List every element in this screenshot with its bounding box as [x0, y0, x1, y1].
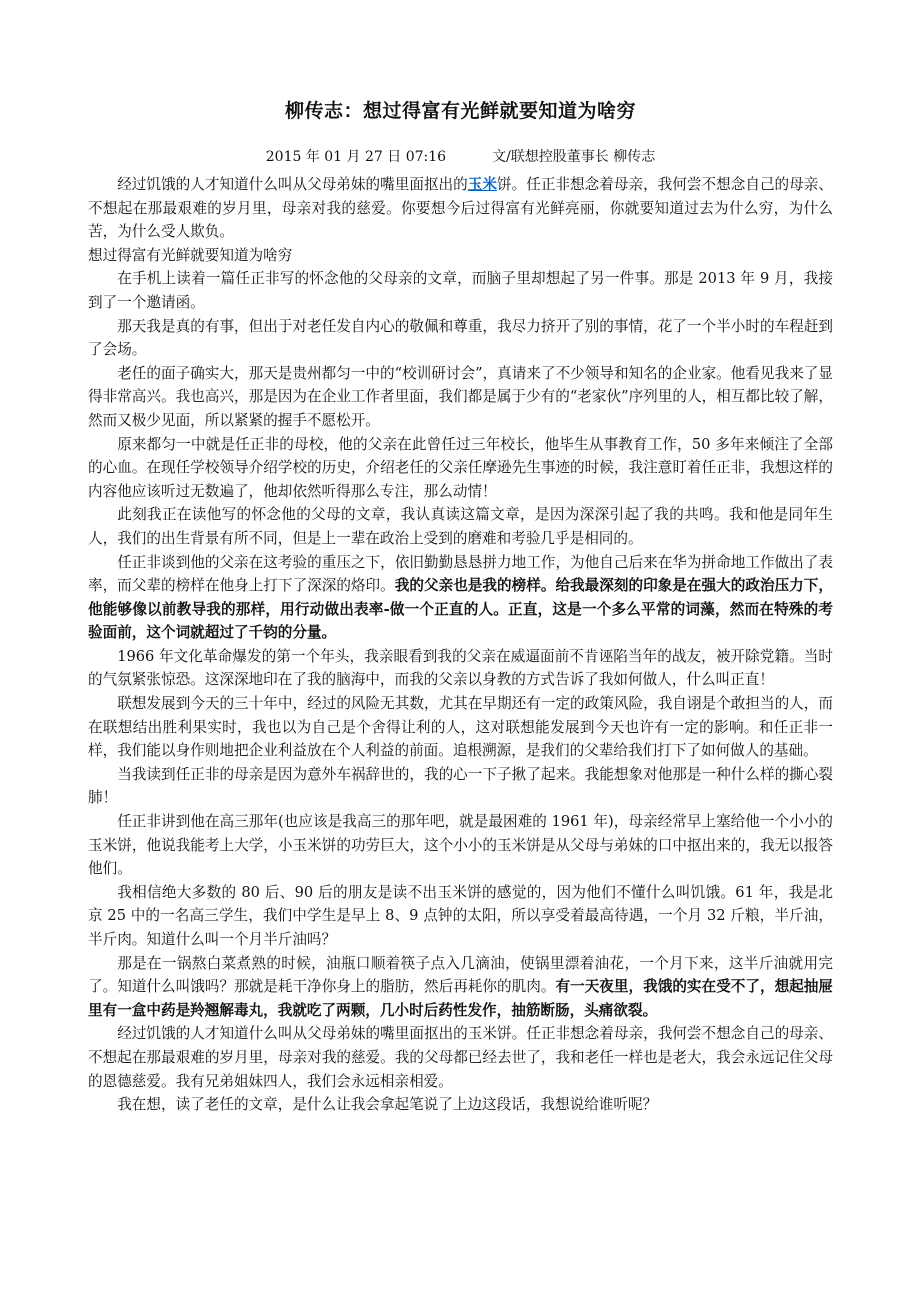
- paragraph-14-text: 那是在一锅熬白菜煮熟的时候，油瓶口顺着筷子点入几滴油，使锅里漂着油花，一个月下来，这半斤油就用完了。知道什么叫饿吗？那就是耗干净你身上的脂肪，然后再耗你的肌肉。: [88, 954, 833, 996]
- paragraph-1-text: 经过饥饿的人才知道什么叫从父母弟妹的嘴里面抠出的: [117, 176, 468, 193]
- paragraph-1: [88, 173, 833, 244]
- document-page: [88, 96, 833, 1117]
- paragraph-7: 此刻我正在读他写的怀念他的父母的文章，我认真读这篇文章，是因为深深引起了我的共鸣。我和他是同年生人，我们的出生背景有所不同，但是上一辈在政治上受到的磨难和考验几乎是相同的。: [88, 506, 833, 547]
- paragraph-15: 经过饥饿的人才知道什么叫从父母弟妹的嘴里面抠出的玉米饼。任正非想念着母亲，我何尝不想念自己的母亲、不想起在那最艰难的岁月里，母亲对我的慈爱。我的父母都已经去世了，我和老任一样也是老大，我会永远记住父母的恩德慈爱。我有兄弟姐妹四人，我们会永远相亲相爱。: [88, 1025, 833, 1090]
- article-date: 2015 年 01 月 27 日 07:16: [265, 149, 447, 165]
- paragraph-8-bold: 我的父亲也是我的榜样。给我最深刻的印象是在强大的政治压力下，他能够像以前教导我的那样，用行动做出表率-做一个正直的人。正直，这是一个多么平常的词藻，然而在特殊的考验面前，这个词就超过了千钧的分量。: [88, 577, 833, 642]
- paragraph-14-bold: 有一天夜里，我饿的实在受不了，想起抽屉里有一盒中药是羚翘解毒丸，我就吃了两颗，几小时后药性发作，抽筋断肠，头痛欲裂。: [88, 978, 833, 1019]
- paragraph-4: 那天我是真的有事，但出于对老任发自内心的敬佩和尊重，我尽力挤开了别的事情，花了一个半小时的车程赶到了会场。: [88, 317, 833, 359]
- corn-link[interactable]: 玉米: [467, 176, 497, 193]
- paragraph-12: 任正非讲到他在高三那年(也应该是我高三的那年吧，就是最困难的 1961 年)，母亲经常早上塞给他一个小小的玉米饼，他说我能考上大学，小玉米饼的功劳巨大，这个小小的玉米饼是从父母与弟妹的口中抠出来的，我无以报答他们。: [88, 813, 833, 878]
- paragraph-6: 原来都匀一中就是任正非的母校，他的父亲在此曾任过三年校长，他毕生从事教育工作，50 多年来倾注了全部的心血。在现任学校领导介绍学校的历史，介绍老任的父亲任摩逊先生事迹的时候，我注意盯着任正非，我想这样的内容他应该听过无数遍了，他却依然听得那么专注，那么动情！: [88, 435, 833, 500]
- paragraph-3: 在手机上读着一篇任正非写的怀念他的父母亲的文章，而脑子里却想起了另一件事。那是 2013 年 9 月，我接到了一个邀请函。: [88, 270, 833, 311]
- paragraph-5: 老任的面子确实大，那天是贵州都匀一中的“校训研讨会”，真请来了不少领导和知名的企业家。他看见我来了显得非常高兴。我也高兴，那是因为在企业工作者里面，我们都是属于少有的“老家伙”序列里的人，相互都比较了解，然而又极少见面，所以紧紧的握手不愿松开。: [88, 364, 833, 429]
- paragraph-9: 1966 年文化革命爆发的第一个年头，我亲眼看到我的父亲在威逼面前不肯诬陷当年的战友，被开除党籍。当时的气氛紧张惊恐。这深深地印在了我的脑海中，而我的父亲以身教的方式告诉了我如何做人，什么叫正直！: [88, 647, 833, 689]
- paragraph-8-text: 任正非谈到他的父亲在这考验的重压之下，依旧勤勤恳恳拼力地工作，为他自己后来在华为拼命地工作做出了表率，而父辈的榜样在他身上打下了深深的烙印。: [88, 553, 833, 595]
- paragraph-13: 我相信绝大多数的 80 后、90 后的朋友是读不出玉米饼的感觉的，因为他们不懂什么叫饥饿。61 年，我是北京 25 中的一名高三学生，我们中学生是早上 8、9 点钟的太阳，所以享受着最高待遇，一个月 32 斤粮，半斤油，半斤肉。知道什么叫一个月半斤油吗？: [88, 883, 833, 948]
- paragraph-10: 联想发展到今天的三十年中，经过的风险无其数，尤其在早期还有一定的政策风险，我自诩是个敢担当的人，而在联想结出胜利果实时，我也以为自己是个舍得让利的人，这对联想能发展到今天也许有一定的影响。和任正非一样，我们能以身作则地把企业利益放在个人利益的前面。追根溯源，是我们的父辈给我们打下了如何做人的基础。: [88, 695, 833, 760]
- article-title: 柳传志：想过得富有光鲜就要知道为啥穷: [284, 100, 636, 122]
- paragraph-8: [88, 551, 833, 645]
- paragraph-1-text-b: 饼。任正非想念着母亲，我何尝不想念自己的母亲、不想起在那最艰难的岁月里，母亲对我的慈爱。你要想今后过得富有光鲜亮丽，你就要知道过去为什么穷，为什么苦，为什么受人欺负。: [88, 176, 833, 241]
- article-meta: [88, 147, 833, 167]
- paragraph-16: 我在想，读了老任的文章，是什么让我会拿起笔说了上边这段话，我想说给谁听呢？: [117, 1096, 658, 1114]
- paragraph-14: [88, 952, 833, 1023]
- paragraph-11: 当我读到任正非的母亲是因为意外车祸辞世的，我的心一下子揪了起来。我能想象对他那是一种什么样的撕心裂肺！: [88, 765, 833, 807]
- subheading: 想过得富有光鲜就要知道为啥穷: [88, 246, 293, 264]
- article-author: 文/联想控股董事长 柳传志: [492, 149, 656, 165]
